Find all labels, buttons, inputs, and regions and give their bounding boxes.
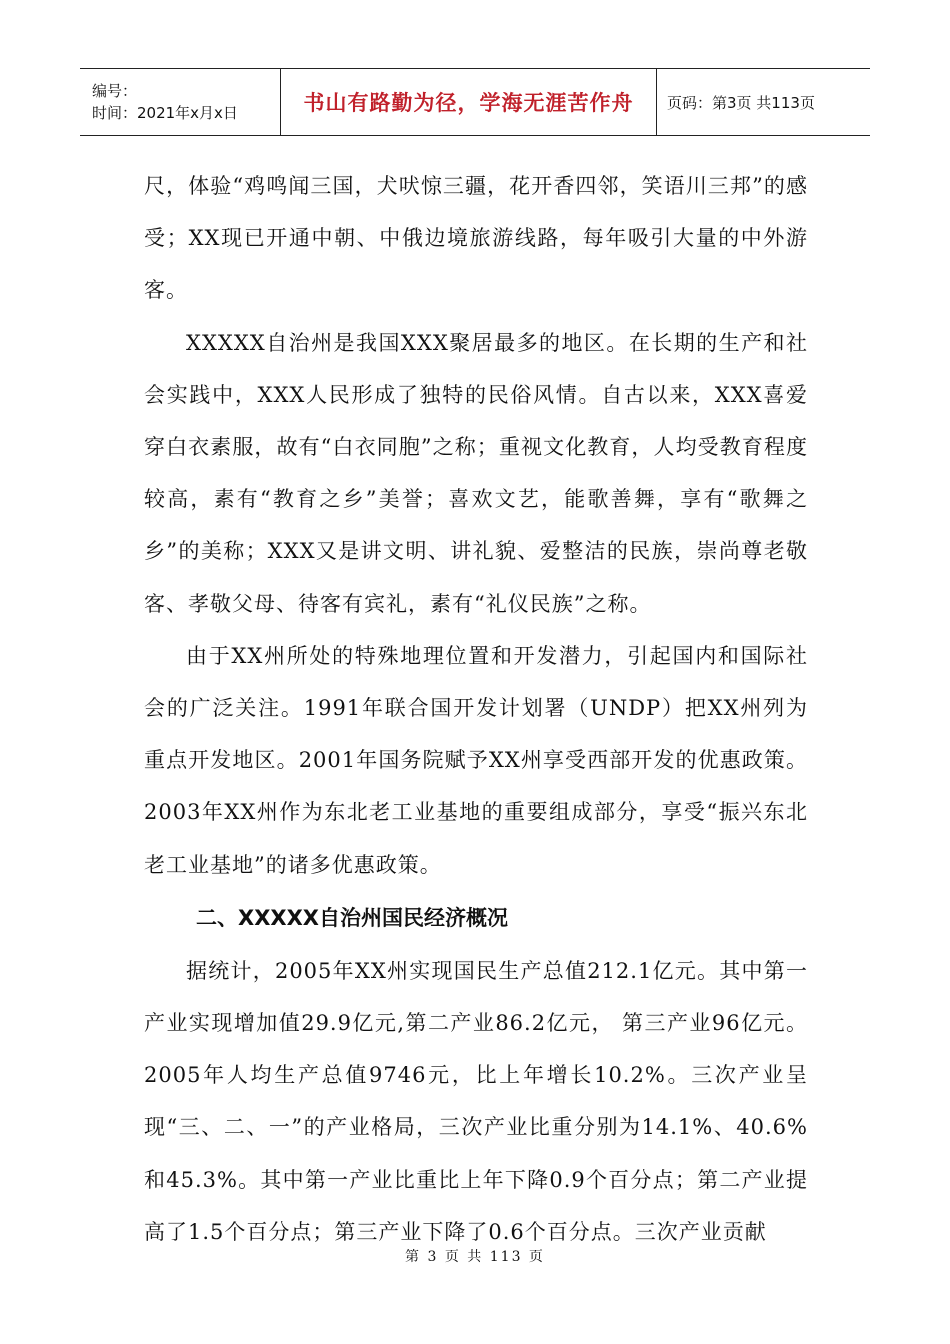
- motto: 书山有路勤为径，学海无涯苦作舟: [303, 91, 634, 115]
- header-page-number: 页码：第3页 共113页: [667, 93, 815, 112]
- section-heading: 二、XXXXX自治州国民经济概况: [196, 905, 508, 930]
- paragraph-economy-stats: 据统计，2005年XX州实现国民生产总值212.1亿元。其中第一产业实现增加值29.9亿元,第二产业86.2亿元， 第三产业96亿元。2005年人均生产总值9746元，比上年增长10.2%。三次产业呈现“三、二、一”的产业格局，三次产业比重分别为14.1%、40.6%和45.3%。其中第一产业比重比上年下降0.9个百分点；第二产业提高了1.5个百分点；第三产业下降了0.6个百分点。三次产业贡献: [144, 958, 808, 1244]
- header-page-cell: [657, 69, 870, 135]
- paragraph-ethnic-customs: XXXXX自治州是我国XXX聚居最多的地区。在长期的生产和社会实践中，XXX人民形成了独特的民俗风情。自古以来，XXX喜爱穿白衣素服，故有“白衣同胞”之称；重视文化教育，人均受教育程度较高，素有“教育之乡”美誉；喜欢文艺，能歌善舞，享有“歌舞之乡”的美称；XXX又是讲文明、讲礼貌、爱整洁的民族，崇尚尊老敬客、孝敬父母、待客有宾礼，素有“礼仪民族”之称。: [144, 330, 808, 616]
- paragraph-development-policy: 由于XX州所处的特殊地理位置和开发潜力，引起国内和国际社会的广泛关注。1991年联合国开发计划署（UNDP）把XX州列为重点开发地区。2001年国务院赋予XX州享受西部开发的优惠政策。2003年XX州作为东北老工业基地的重要组成部分，享受“振兴东北老工业基地”的诸多优惠政策。: [144, 643, 808, 877]
- paragraph-continued: 尺，体验“鸡鸣闻三国，犬吠惊三疆，花开香四邻，笑语川三邦”的感受；XX现已开通中朝、中俄边境旅游线路，每年吸引大量的中外游客。: [144, 174, 808, 303]
- serial-number-label: 编号：: [92, 82, 138, 100]
- page-header: [80, 68, 870, 136]
- page-footer: 第 3 页 共 113 页: [405, 1249, 545, 1265]
- document-body: [144, 160, 808, 1258]
- header-motto-cell: [281, 69, 657, 135]
- date-line: 时间：2021年x月x日: [92, 104, 238, 122]
- header-meta: [80, 69, 281, 135]
